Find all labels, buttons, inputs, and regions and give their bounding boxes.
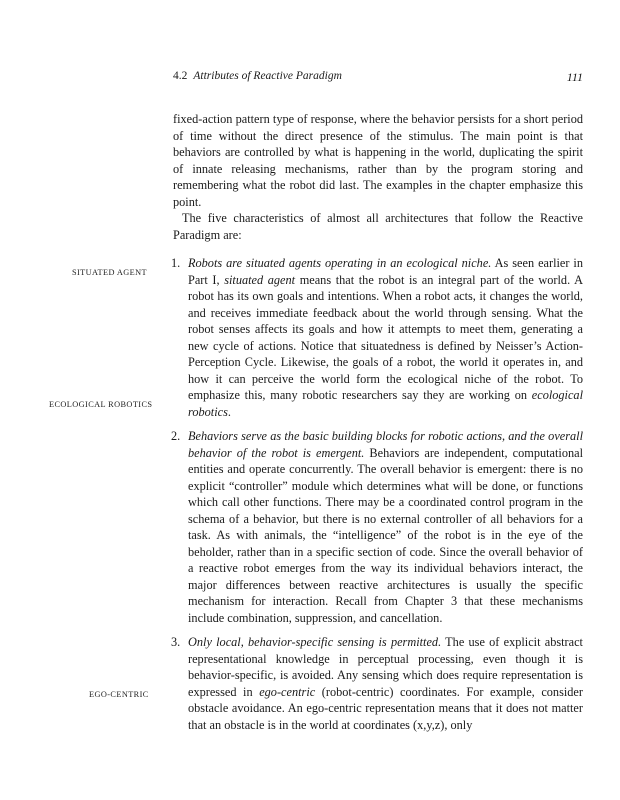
item-lead: Only local, behavior-specific sensing is permitted. (188, 635, 442, 649)
section-number: 4.2 (173, 70, 188, 82)
item-text: As seen earlier in Part I, (188, 256, 583, 287)
term-ego-centric: ego-centric (259, 684, 316, 699)
item-lead: Robots are situated agents operating in an ecological niche. (188, 256, 492, 270)
item-lead: Behaviors serve as the basic building blocks for robotic actions, and the overall behavior of the robot is emergent. (188, 429, 583, 460)
section-heading (173, 70, 342, 82)
paragraph-2: The five characteristics of almost all architectures that follow the Reactive Paradigm are: (173, 211, 583, 242)
margin-note-ecological-robotics: ECOLOGICAL ROBOTICS (49, 400, 153, 409)
margin-note-ego-centric: EGO-CENTRIC (89, 690, 149, 699)
item-text: Behaviors are independent, computational entities and operate concurrently. The overall behavior is emergent: there is no explicit “controller” module which determines what will be done, or functions which call other functions. There may be a coordinated control program in the schema of a behavior, but there is no external controller of all behaviors for a task. As with animals, the “intelligence” of the robot is in the eye of the beholder, rather than in a specific section of code. Since the overall behavior of a reactive robot emerges from the way its individual behaviors interact, the major differences between reactive architectures is usually the specific mechanism for interaction. Recall from Chapter 3 that these mechanisms include combination, suppression, and cancellation. (188, 445, 584, 625)
item-text: . (227, 404, 231, 419)
characteristics-list (173, 255, 583, 733)
body-text (173, 111, 583, 741)
item-text: The use of explicit abstract representational knowledge in perceptual processing, even though it is behavior-specific, is avoided. Any sensing which does require representation is expressed in (188, 635, 583, 699)
section-title: Attributes of Reactive Paradigm (193, 70, 342, 82)
item-text: means that the robot is an integral part of the world. A robot has its own goals and intentions. When a robot acts, it changes the world, and receives immediate feedback about the world through sensing. What the robot senses affects its goals and how it attempts to meet them, generating a new cycle of actions. Notice that situatedness is defined by Neisser’s Action-Perception Cycle. Likewise, the goals of a robot, the world it operates in, and how it can perceive the world form the ecological niche of the robot. To emphasize this, many robotic researchers say they are working on (188, 272, 583, 402)
list-item-3 (173, 634, 583, 733)
list-item-2 (173, 428, 583, 626)
running-header (173, 70, 583, 86)
term-ecological-robotics: ecological robotics (188, 388, 583, 419)
item-text: (robot-centric) coordinates. For example, consider obstacle avoidance. An ego-centric representation means that it does not matter that an obstacle is in the world at coordinates (x,y,z), only (188, 684, 583, 732)
paragraph-1: fixed-action pattern type of response, where the behavior persists for a short period of time without the direct presence of the stimulus. The main point is that behaviors are controlled by what is happening in the world, duplicating the spirit of innate releasing mechanisms, rather than by the program storing and remembering what the robot did last. The examples in the chapter emphasize this point. (173, 112, 583, 209)
list-item-1 (173, 255, 583, 420)
item-number: 2. (171, 429, 181, 443)
page-number: 111 (566, 70, 583, 84)
item-number: 3. (171, 635, 181, 649)
term-situated-agent: situated agent (224, 272, 296, 287)
margin-note-situated-agent: SITUATED AGENT (72, 268, 147, 277)
item-number: 1. (171, 256, 181, 270)
